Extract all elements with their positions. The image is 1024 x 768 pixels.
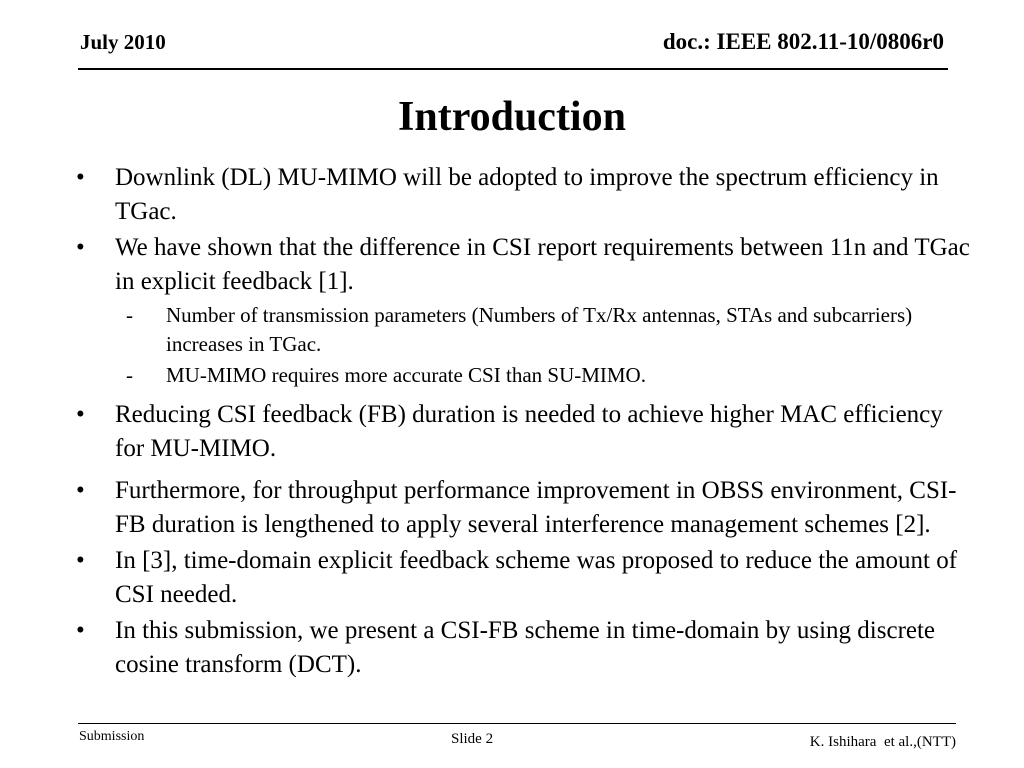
sub-bullet-mark: -	[126, 363, 133, 387]
bullet-item	[76, 161, 976, 229]
bullet-text: We have shown that the difference in CSI report requirements between 11n and TGac in explicit feedback [1].	[115, 234, 970, 295]
sub-bullet-mark: -	[126, 303, 133, 327]
bullet-mark: •	[76, 617, 85, 644]
bullet-item	[76, 474, 976, 542]
sub-bullet-text: Number of transmission parameters (Numbers of Tx/Rx antennas, STAs and subcarriers) increases in TGac.	[166, 303, 913, 356]
header-divider	[78, 68, 948, 70]
footer-authors: K. Ishihara et al.,(NTT)	[809, 734, 956, 750]
bullet-text: Downlink (DL) MU-MIMO will be adopted to improve the spectrum efficiency in TGac.	[115, 164, 939, 225]
slide-body	[76, 161, 976, 682]
bullet-item	[76, 544, 976, 612]
footer-submission: Submission	[79, 729, 145, 744]
bullet-item	[76, 398, 976, 466]
sub-bullet-item	[76, 301, 976, 359]
bullet-text: In this submission, we present a CSI-FB scheme in time-domain by using discrete cosine transform (DCT).	[115, 617, 936, 678]
bullet-mark: •	[76, 477, 85, 504]
bullet-mark: •	[76, 164, 85, 191]
bullet-item	[76, 614, 976, 682]
slide-title: Introduction	[398, 94, 626, 140]
bullet-item	[76, 231, 976, 299]
bullet-text: In [3], time-domain explicit feedback scheme was proposed to reduce the amount of CSI needed.	[115, 547, 958, 608]
bullet-mark: •	[76, 234, 85, 261]
footer-divider	[78, 723, 956, 724]
sub-bullet-item	[76, 361, 976, 390]
slide-number: Slide 2	[451, 731, 494, 747]
header-date: July 2010	[80, 30, 166, 54]
bullet-mark: •	[76, 401, 85, 428]
bullet-mark: •	[76, 547, 85, 574]
header-doc-id: doc.: IEEE 802.11-10/0806r0	[662, 29, 944, 54]
bullet-text: Reducing CSI feedback (FB) duration is needed to achieve higher MAC efficiency for MU-MIMO.	[115, 401, 943, 462]
sub-bullet-text: MU-MIMO requires more accurate CSI than SU-MIMO.	[166, 363, 646, 387]
bullet-text: Furthermore, for throughput performance improvement in OBSS environment, CSI-FB duration is lengthened to apply several interference management schemes [2].	[115, 477, 957, 538]
